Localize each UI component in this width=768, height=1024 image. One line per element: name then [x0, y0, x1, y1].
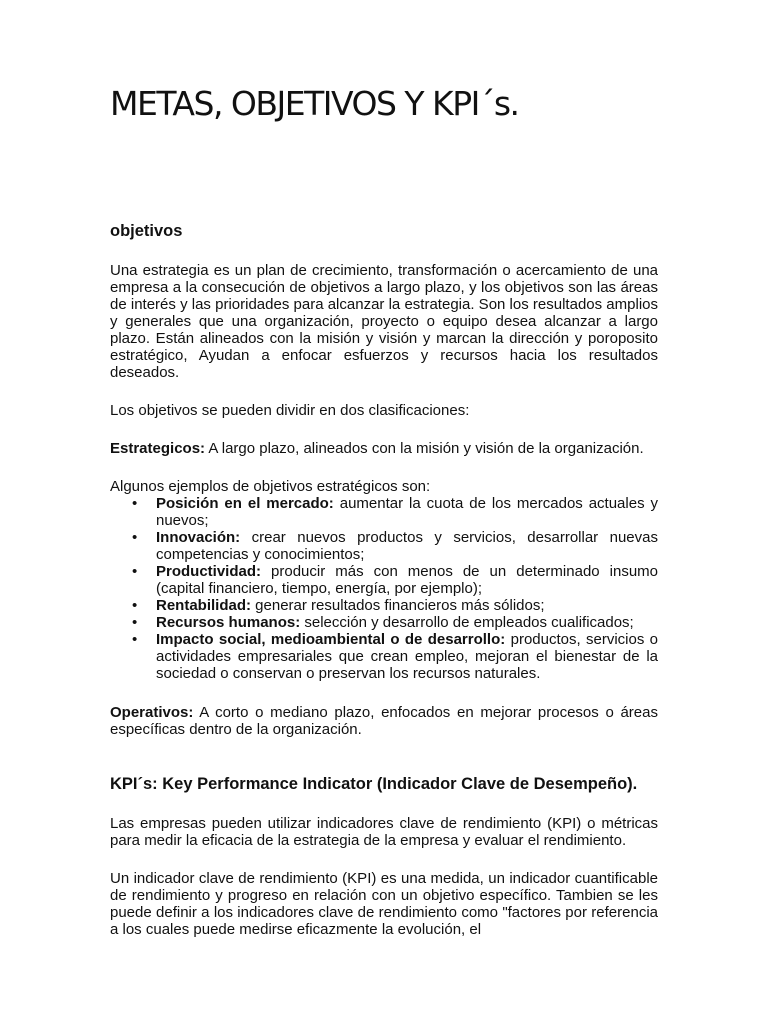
list-item-text: generar resultados financieros más sólidos;: [251, 597, 545, 614]
operative-text: A corto o mediano plazo, enfocados en mejorar procesos o áreas específicas dentro de la organización.: [110, 704, 658, 738]
list-item-label: Posición en el mercado:: [156, 495, 334, 512]
list-item-label: Innovación:: [156, 529, 241, 546]
document-title: METAS, OBJETIVOS Y KPI´s.: [110, 84, 519, 123]
strategic-text: A largo plazo, alineados con la misión y visión de la organización.: [205, 440, 644, 457]
list-item: [156, 563, 658, 597]
list-item-text: productos, servicios o actividades empresariales que crean empleo, mejoran el bienestar de la sociedad o conservan o preservan los recursos naturales.: [156, 631, 659, 682]
examples-list: [110, 495, 658, 682]
operative-label: Operativos:: [110, 704, 194, 721]
list-item: [156, 529, 658, 563]
list-item-label: Impacto social, medioambiental o de desarrollo:: [156, 631, 506, 648]
examples-intro: Algunos ejemplos de objetivos estratégicos son:: [110, 478, 431, 495]
kpi-paragraph-1: Las empresas pueden utilizar indicadores clave de rendimiento (KPI) o métricas para medir la eficacia de la estrategia de la empresa y evaluar el rendimiento.: [110, 815, 658, 849]
section-heading-objetivos: objetivos: [110, 222, 183, 240]
classifications-paragraph: Los objetivos se pueden dividir en dos clasificaciones:: [110, 402, 470, 419]
document-body: [110, 221, 658, 938]
list-item: [156, 631, 658, 682]
list-item-text: producir más con menos de un determinado insumo (capital financiero, tiempo, energía, por ejemplo);: [156, 563, 658, 597]
list-item-text: aumentar la cuota de los mercados actuales y nuevos;: [156, 495, 658, 529]
strategic-paragraph: [110, 440, 658, 457]
list-item-label: Productividad:: [156, 563, 262, 580]
list-item-text: selección y desarrollo de empleados cualificados;: [300, 614, 634, 631]
list-item: [156, 597, 658, 614]
kpi-paragraph-2: Un indicador clave de rendimiento (KPI) es una medida, un indicador cuantificable de rendimiento y progreso en relación con un objetivo específico. Tambien se les puede definir a los indicadores clave de rendimiento como "factores por referencia a los cuales puede medirse eficazmente la evolución, el: [110, 870, 658, 938]
list-item-text: crear nuevos productos y servicios, desarrollar nuevas competencias y conocimientos;: [156, 529, 658, 563]
objetivos-intro-paragraph: Una estrategia es un plan de crecimiento, transformación o acercamiento de una empresa a la consecución de objetivos a largo plazo, y los objetivos son las áreas de interés y las prioridades para alcanzar la estrategia. Son los resultados amplios y generales que una organización, proyecto o equipo desea alcanzar a largo plazo. Están alineados con la misión y visión y marcan la dirección y poroposito estratégico, Ayudan a enfocar esfuerzos y recursos hacia los resultados deseados.: [110, 262, 658, 381]
strategic-label: Estrategicos:: [110, 440, 206, 457]
list-item: [156, 614, 658, 631]
list-item-label: Recursos humanos:: [156, 614, 301, 631]
list-item: [156, 495, 658, 529]
section-heading-kpi: KPI´s: Key Performance Indicator (Indicador Clave de Desempeño).: [110, 775, 638, 793]
operative-paragraph: [110, 704, 658, 738]
list-item-label: Rentabilidad:: [156, 597, 252, 614]
